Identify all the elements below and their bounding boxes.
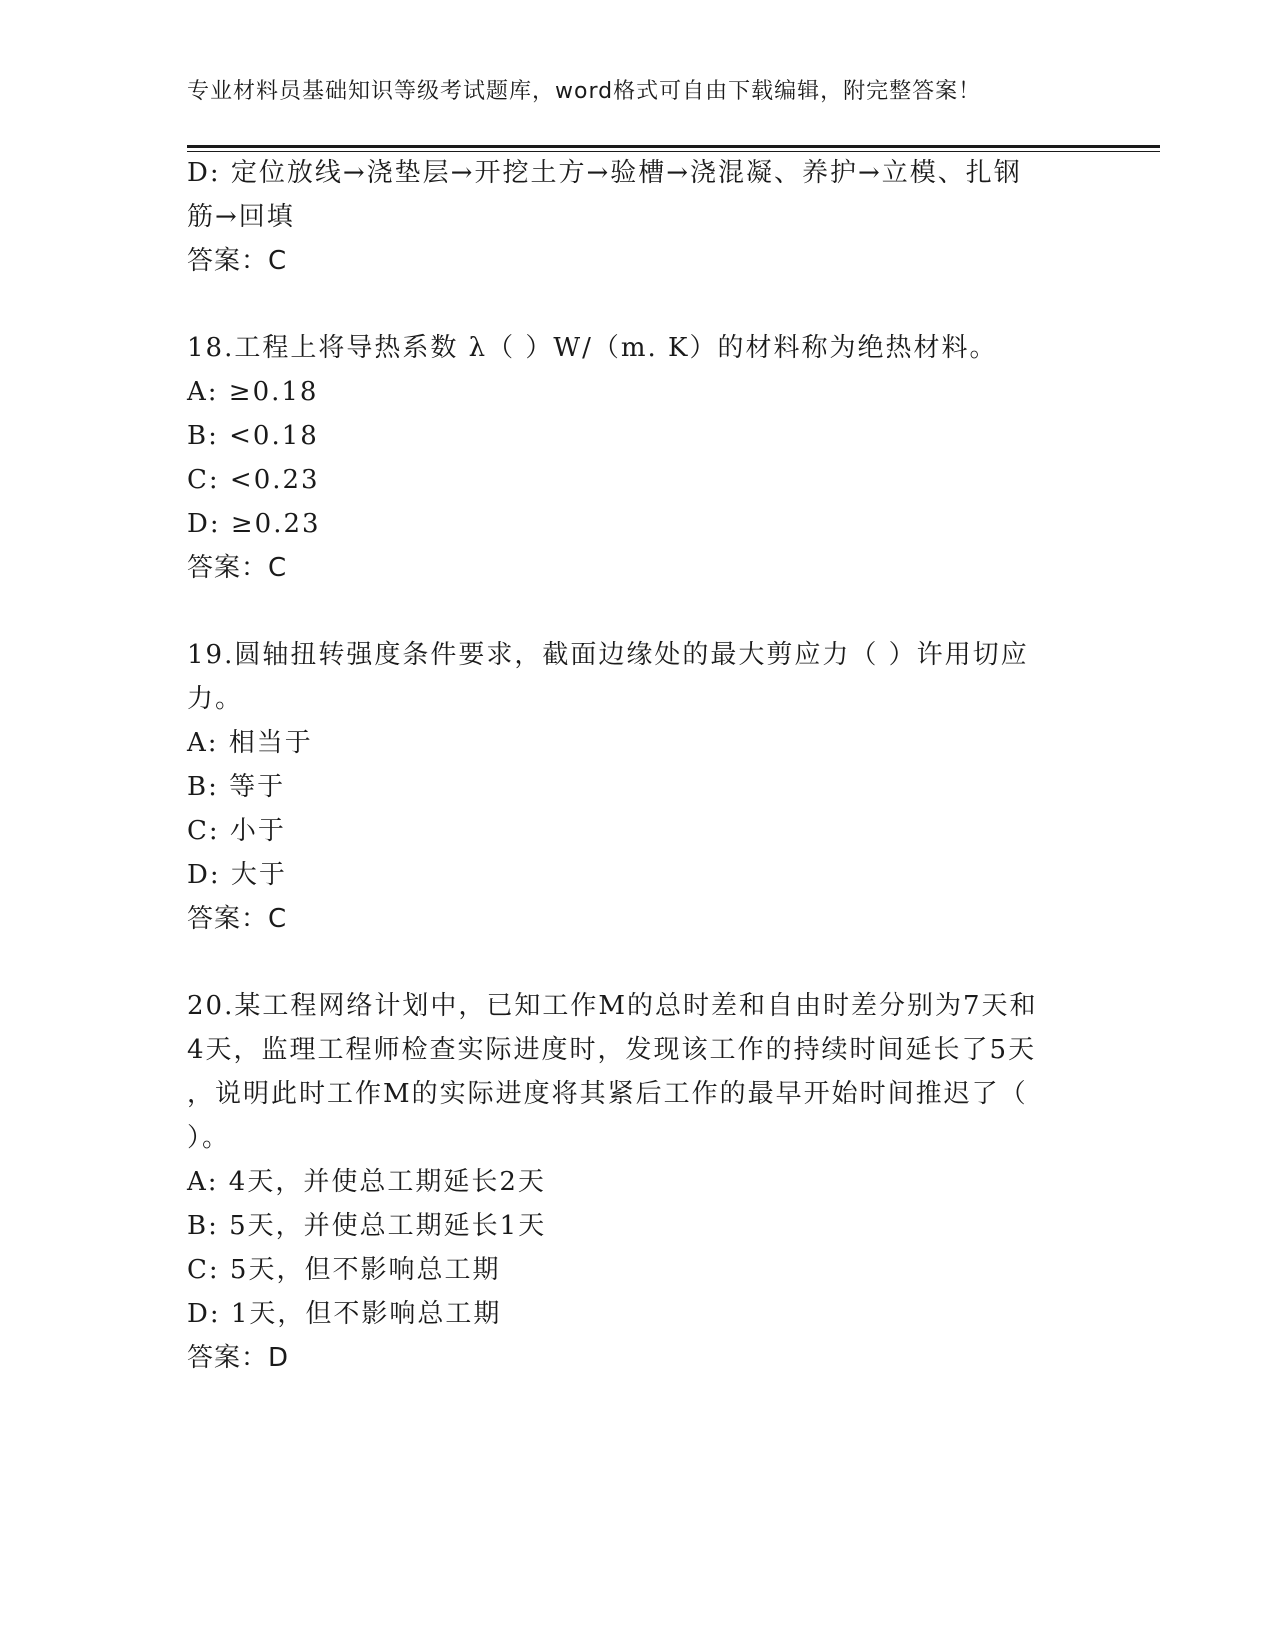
q19-option-c: C: 小于	[187, 816, 286, 846]
q20-option-c: C: 5天，但不影响总工期	[187, 1255, 501, 1285]
q19-stem-line1: 19.圆轴扭转强度条件要求，截面边缘处的最大剪应力（ ）许用切应	[187, 640, 1029, 670]
header-rule-thick	[187, 145, 1160, 148]
q19-stem-line2: 力。	[187, 684, 244, 714]
q18-option-d: D: ≥0.23	[187, 509, 321, 539]
q18-stem: 18.工程上将导热系数 λ（ ）W/（m. K）的材料称为绝热材料。	[187, 333, 998, 363]
q19-option-b: B: 等于	[187, 772, 286, 802]
q20-stem-line3: ，说明此时工作M的实际进度将其紧后工作的最早开始时间推迟了（	[187, 1079, 1028, 1109]
q18-option-b: B: <0.18	[187, 421, 319, 451]
q19-option-a: A: 相当于	[187, 728, 313, 758]
q18-answer: 答案：C	[187, 553, 288, 583]
q17-answer: 答案：C	[187, 246, 288, 276]
q20-stem-line2: 4天，监理工程师检查实际进度时，发现该工作的持续时间延长了5天	[187, 1035, 1037, 1065]
header-rule-thin	[187, 151, 1160, 152]
q18-option-c: C: <0.23	[187, 465, 320, 495]
document-header: 专业材料员基础知识等级考试题库，word格式可自由下载编辑，附完整答案！	[187, 79, 982, 104]
q19-answer: 答案：C	[187, 904, 288, 934]
q18-option-a: A: ≥0.18	[187, 377, 319, 407]
q20-answer: 答案：D	[187, 1343, 290, 1373]
q20-option-d: D: 1天，但不影响总工期	[187, 1299, 502, 1329]
q20-option-b: B: 5天，并使总工期延长1天	[187, 1211, 547, 1241]
q19-option-d: D: 大于	[187, 860, 287, 890]
q20-option-a: A: 4天，并使总工期延长2天	[187, 1167, 546, 1197]
q17-option-d-line2: 筋→回填	[187, 202, 295, 232]
q20-stem-line4: ）。	[187, 1123, 231, 1153]
q20-stem-line1: 20.某工程网络计划中，已知工作M的总时差和自由时差分别为7天和	[187, 991, 1038, 1021]
q17-option-d-line1: D: 定位放线→浇垫层→开挖土方→验槽→浇混凝、养护→立模、扎钢	[187, 158, 1022, 188]
